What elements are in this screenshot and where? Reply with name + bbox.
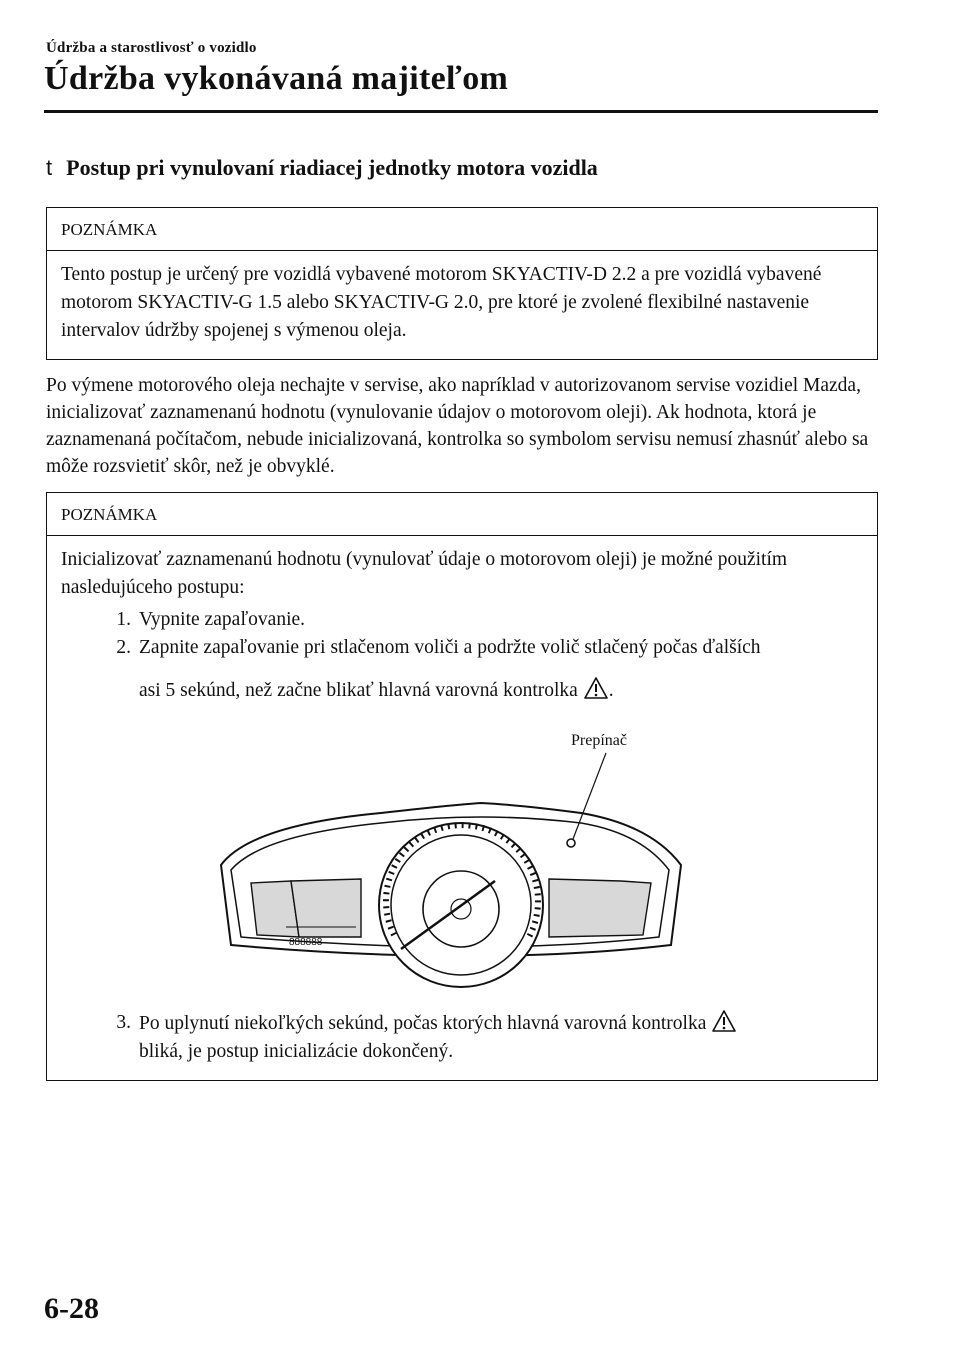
title-divider: [44, 110, 878, 113]
step-text: Vypnite zapaľovanie.: [139, 609, 306, 630]
heading-text: Postup pri vynulovaní riadiacej jednotky motora vozidla: [66, 155, 598, 180]
step-text-line: bliká, je postup inicializácie dokončený.: [139, 1041, 454, 1062]
page-number: 6-28: [44, 1292, 99, 1325]
instrument-cluster-figure: [61, 705, 891, 1005]
note-body: [47, 536, 877, 1080]
step-number: 1.: [116, 609, 131, 630]
step-text: [139, 1009, 863, 1066]
step-list: [61, 606, 863, 705]
note-label: POZNÁMKA: [47, 208, 877, 251]
switch-label: Prepínač: [571, 732, 627, 749]
warning-triangle-icon: [583, 676, 609, 700]
note-box-engine-types: [46, 207, 878, 360]
step-number: 3.: [116, 1012, 131, 1033]
step-text-line: asi 5 sekúnd, než začne blikať hlavná varovná kontrolka: [139, 680, 578, 701]
note-intro: Inicializovať zaznamenanú hodnotu (vynulovať údaje o motorovom oleji) je možné použitím nasledujúceho postupu:: [61, 549, 788, 598]
warning-triangle-icon: [711, 1009, 737, 1033]
chapter-title: Údržba vykonávaná majiteľom: [44, 60, 509, 97]
step-item: [61, 634, 863, 705]
procedure-heading: [46, 155, 598, 181]
step-text-line: Zapnite zapaľovanie pri stlačenom voliči a podržte volič stlačený počas ďalších: [139, 637, 761, 658]
step-text: [139, 634, 863, 705]
step-punct: .: [608, 680, 614, 701]
step-item: [61, 1009, 863, 1066]
note-text: Tento postup je určený pre vozidlá vybavené motorom SKYACTIV-D 2.2 a pre vozidlá vybavené motorom SKYACTIV-G 1.5 alebo SKYACTIV-G 2.0, pre ktoré je zvolené flexibilné nastavenie intervalov údržby spojenej s výmenou oleja.: [61, 264, 822, 341]
section-header: Údržba a starostlivosť o vozidlo: [46, 40, 257, 56]
step-item: [61, 606, 863, 634]
step-number: 2.: [116, 637, 131, 658]
heading-bullet: t: [46, 155, 53, 180]
note-box-reset-procedure: [46, 492, 878, 1081]
body-paragraph: Po výmene motorového oleja nechajte v servise, ako napríklad v autorizovanom servise vozidiel Mazda, inicializovať zaznamenanú hodnotu (vynulovanie údajov o motorovom oleji). Ak hodnota, ktorá je zaznamenaná počítačom, nebude inicializovaná, kontrolka so symbolom servisu nemusí zhasnúť alebo sa môže rozsvietiť skôr, než je obvyklé.: [46, 375, 869, 477]
step-text-line: Po uplynutí niekoľkých sekúnd, počas ktorých hlavná varovná kontrolka: [139, 1013, 707, 1034]
step-list: [61, 1009, 863, 1066]
instrument-cluster-illustration: [61, 705, 891, 1005]
odometer-readout: 888888: [289, 937, 323, 948]
note-label: POZNÁMKA: [47, 493, 877, 536]
